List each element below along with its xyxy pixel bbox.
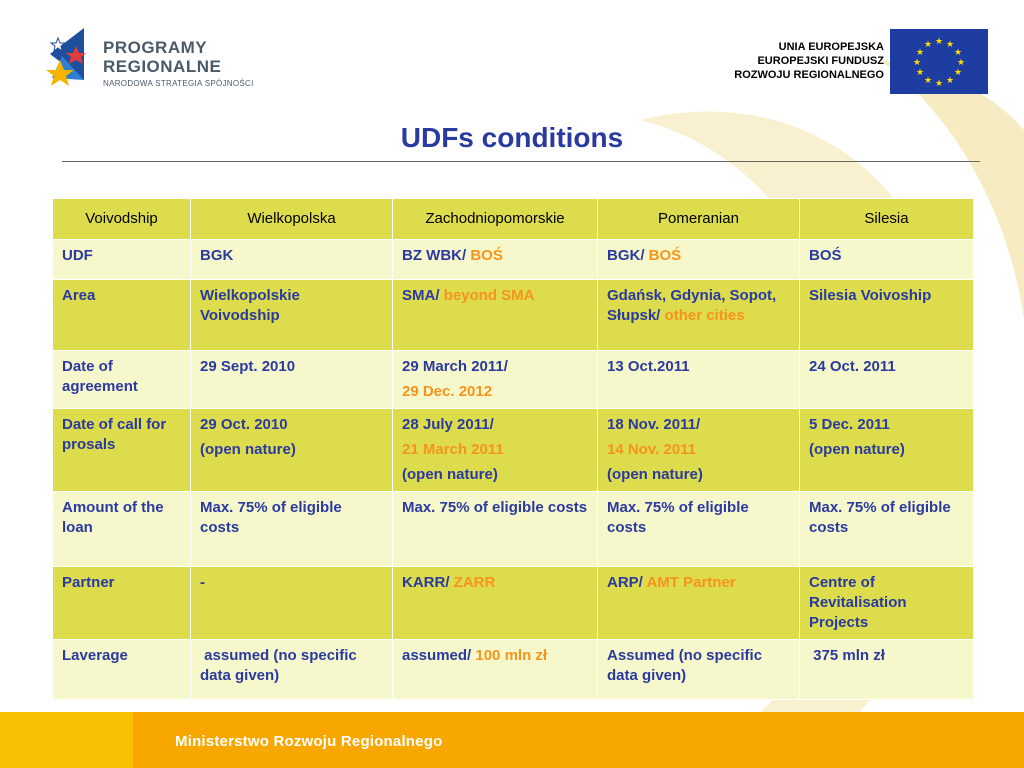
table-row-partner: [53, 567, 974, 640]
eu-fund-label: [734, 40, 884, 82]
cell-part-highlight: 100 mln zł: [475, 647, 548, 664]
header-voivodship: Voivodship: [53, 199, 191, 240]
cell-agreement-zachod: [393, 351, 598, 409]
cell-partner-silesia: Centre of Revitalisation Projects: [800, 567, 974, 640]
cell-call-wielkopolska: [191, 409, 393, 492]
cell-udf-wielkopolska: BGK: [191, 240, 393, 280]
cell-part: KARR/: [402, 574, 454, 591]
cell-line: (open nature): [200, 441, 296, 458]
cell-call-pomeranian: [598, 409, 800, 492]
cell-line-highlight: 21 March 2011: [402, 441, 504, 458]
svg-text:★: ★: [945, 40, 955, 50]
row-label-area: Area: [53, 280, 191, 351]
cell-partner-pomeranian: [598, 567, 800, 640]
eu-line-3: ROZWOJU REGIONALNEGO: [734, 69, 884, 81]
table-row-call: [53, 409, 974, 492]
footer-ministry-label: Ministerstwo Rozwoju Regionalnego: [175, 733, 443, 750]
cell-agreement-wielkopolska: 29 Sept. 2010: [191, 351, 393, 409]
cell-part-highlight: AMT Partner: [646, 574, 736, 591]
row-label-agreement: Date of agreement: [53, 351, 191, 409]
cell-line: 28 July 2011/: [402, 416, 494, 433]
cell-part-highlight: ZARR: [453, 574, 496, 591]
svg-text:★: ★: [923, 40, 933, 50]
cell-area-silesia: Silesia Voivoship: [800, 280, 974, 351]
cell-part-highlight: BOŚ: [470, 247, 503, 264]
row-label-partner: Partner: [53, 567, 191, 640]
svg-text:★: ★: [923, 76, 933, 86]
cell-area-zachod: [393, 280, 598, 351]
cell-line: (open nature): [402, 466, 498, 483]
svg-text:★: ★: [934, 37, 944, 47]
header-zachodniopomorskie: Zachodniopomorskie: [393, 199, 598, 240]
udf-conditions-table: [52, 198, 974, 700]
cell-amount-silesia: Max. 75% of eligible costs: [800, 492, 974, 567]
cell-udf-zachod: [393, 240, 598, 280]
table-row-udf: [53, 240, 974, 280]
cell-part: BZ WBK/: [402, 247, 471, 264]
header-pomeranian: Pomeranian: [598, 199, 800, 240]
star-logo-icon: [40, 24, 100, 94]
cell-amount-zachod: Max. 75% of eligible costs: [393, 492, 598, 567]
cell-call-silesia: [800, 409, 974, 492]
cell-area-wielkopolska: Wielkopolskie Voivodship: [191, 280, 393, 351]
cell-agreement-pomeranian: 13 Oct.2011: [598, 351, 800, 409]
cell-amount-wielkopolska: Max. 75% of eligible costs: [191, 492, 393, 567]
page-title: UDFs conditions: [400, 122, 624, 153]
row-label-amount: Amount of the loan: [53, 492, 191, 567]
cell-partner-zachod: [393, 567, 598, 640]
cell-part-highlight: beyond SMA: [443, 287, 535, 304]
cell-part: SMA/: [402, 287, 444, 304]
table-row-agreement: [53, 351, 974, 409]
cell-partner-wielkopolska: -: [191, 567, 393, 640]
table-row-amount: [53, 492, 974, 567]
cell-part: Gdańsk, Gdynia, Sopot, Słupsk/: [607, 287, 777, 324]
eu-line-2: EUROPEJSKI FUNDUSZ: [757, 55, 884, 67]
cell-call-zachod: [393, 409, 598, 492]
table-row-leverage: [53, 640, 974, 700]
cell-part-highlight: BOŚ: [648, 247, 682, 264]
cell-leverage-wielkopolska: assumed (no specific data given): [191, 640, 393, 700]
table-header-row: [53, 199, 974, 240]
svg-text:★: ★: [934, 79, 944, 89]
logo-line-3: NARODOWA STRATEGIA SPÓJNOŚCI: [103, 79, 254, 88]
svg-text:★: ★: [953, 68, 963, 78]
cell-part: BGK/: [607, 247, 649, 264]
cell-leverage-pomeranian: Assumed (no specific data given): [598, 640, 800, 700]
cell-line: 29 Oct. 2010: [200, 416, 288, 433]
svg-text:★: ★: [915, 48, 925, 58]
cell-leverage-silesia: 375 mln zł: [800, 640, 974, 700]
cell-leverage-zachod: [393, 640, 598, 700]
cell-line: (open nature): [607, 466, 703, 483]
logo-line-1: PROGRAMY: [103, 38, 208, 57]
header-wielkopolska: Wielkopolska: [191, 199, 393, 240]
cell-amount-pomeranian: Max. 75% of eligible costs: [598, 492, 800, 567]
row-label-leverage: Laverage: [53, 640, 191, 700]
svg-text:★: ★: [915, 68, 925, 78]
logo-line-2: REGIONALNE: [103, 57, 222, 76]
cell-agreement-silesia: 24 Oct. 2011: [800, 351, 974, 409]
svg-text:★: ★: [956, 58, 966, 68]
title-divider: [62, 161, 980, 162]
cell-area-pomeranian: [598, 280, 800, 351]
eu-line-1: UNIA EUROPEJSKA: [778, 41, 884, 53]
cell-part-highlight: other cities: [664, 307, 745, 324]
cell-line-highlight: 29 Dec. 2012: [402, 383, 493, 400]
svg-text:★: ★: [912, 58, 922, 68]
row-label-call: Date of call for prosals: [53, 409, 191, 492]
table-row-area: [53, 280, 974, 351]
svg-text:★: ★: [953, 48, 963, 58]
eu-flag-icon: [890, 29, 988, 94]
cell-udf-silesia: BOŚ: [800, 240, 974, 280]
cell-part: assumed/: [402, 647, 476, 664]
row-label-udf: UDF: [53, 240, 191, 280]
cell-line: 18 Nov. 2011/: [607, 416, 701, 433]
header-silesia: Silesia: [800, 199, 974, 240]
cell-part: ARP/: [607, 574, 647, 591]
svg-text:★: ★: [945, 76, 955, 86]
programy-regionalne-logo: [40, 24, 280, 94]
cell-line: (open nature): [809, 441, 905, 458]
cell-udf-pomeranian: [598, 240, 800, 280]
footer-accent: [0, 712, 133, 768]
cell-line: 29 March 2011/: [402, 358, 508, 375]
cell-line: 5 Dec. 2011: [809, 416, 890, 433]
cell-line-highlight: 14 Nov. 2011: [607, 441, 696, 458]
